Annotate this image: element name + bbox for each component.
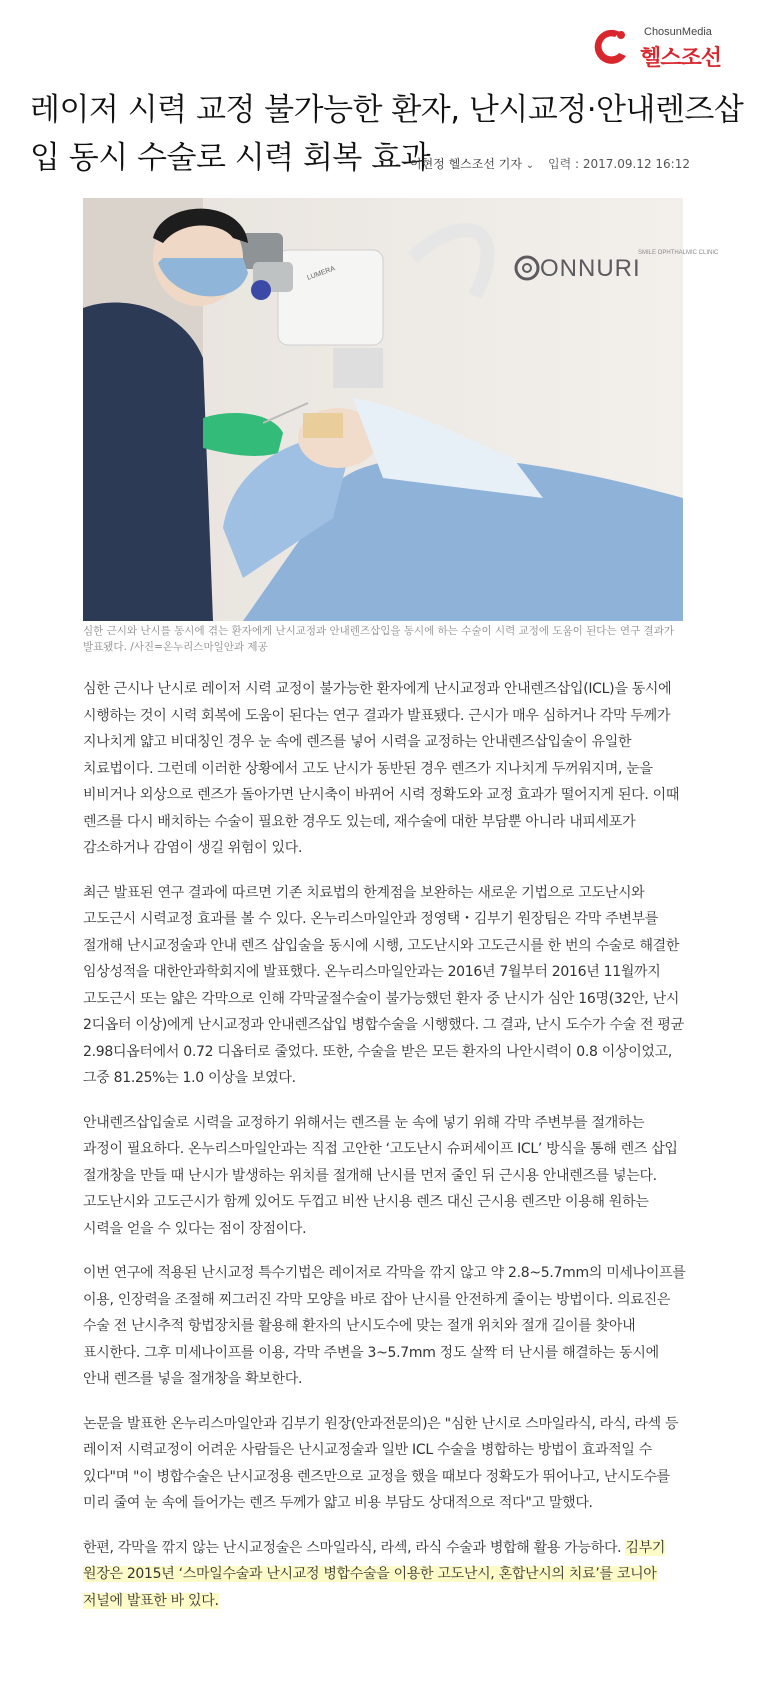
clinic-sign-subtext: SMILE OPHTHALMIC CLINIC (638, 250, 719, 256)
paragraph-2: 최근 발표된 연구 결과에 따르면 기존 치료법의 한계점을 보완하는 새로운 기법으로 고도난시와 고도근시 시력교정 효과를 볼 수 있다. 온누리스마일안과 정영택・김부기 원장팀은 각막 주변부를 절개해 난시교정술과 안내 렌즈 삽입술을 동시에 시행, 고도난시와 고도근시를 한 번의 수술로 해결한 임상성적을 대한안과학회지에 발표했다. 온누리스마일안과는 2016년 7월부터 2016년 11월까지 고도근시 또는 얇은 각막으로 인해 각막굴절수술이 불가능했던 환자 중 난시가 심안 16명(32안, 난시 2디옵터 이상)에게 난시교정과 안내렌즈삽입 병합수술을 시행했다. 그 결과, 난시 도수가 수술 전 평균 2.98디옵터에서 0.72 디옵터로 줄었다. 또한, 수술을 받은 모든 환자의 나안시력이 0.8 이상이었고, 그중 81.25%는 1.0 이상을 보였다. (83, 884, 684, 1086)
microscope-label: LUMERA (306, 265, 337, 282)
chosun-logo-icon (590, 26, 632, 68)
logo-title: 헬스조선 (640, 46, 722, 71)
chosun-media-logo[interactable] (590, 22, 740, 71)
paragraph-5: 논문을 발표한 온누리스마일안과 김부기 원장(안과전문의)은 "심한 난시로 스마일라식, 라식, 라섹 등 레이저 시력교정이 어려운 사람들은 난시교정술과 일반 ICL 수술을 병합하는 방법이 효과적일 수 있다"며 "이 병합수술은 난시교정용 렌즈만으로 교정을 했을 때보다 정확도가 뛰어나고, 난시도수를 미리 줄여 눈 속에 들어가는 렌즈 두께가 얇고 비용 부담도 상대적으로 적다"고 말했다. (83, 1415, 679, 1511)
article-photo (83, 198, 719, 621)
article-headline: 레이저 시력 교정 불가능한 환자, 난시교정·안내렌즈삽입 동시 수술로 시력 회복 효과 (30, 92, 744, 176)
clinic-sign-text: ONNURI (540, 255, 641, 282)
photo-caption: 심한 근시와 난시를 동시에 겪는 환자에게 난시교정과 안내렌즈삽입을 동시에 하는 수술이 시력 교정에 도움이 된다는 연구 결과가 발표됐다. /사진=온누리스마일안과 제공 (83, 625, 674, 653)
chevron-down-icon[interactable]: ⌄ (525, 160, 535, 171)
published-date: 입력 : 2017.09.12 16:12 (548, 157, 690, 171)
article-body (83, 676, 686, 1632)
paragraph-3: 안내렌즈삽입술로 시력을 교정하기 위해서는 렌즈를 눈 속에 넣기 위해 각막 주변부를 절개하는 과정이 필요하다. 온누리스마일안과는 직접 고안한 ‘고도난시 슈퍼세이프 ICL’ 방식을 통해 렌즈 삽입 절개창을 만들 때 난시가 발생하는 위치를 절개해 난시를 먼저 줄인 뒤 근시용 안내렌즈를 넣는다. 고도난시와 고도근시가 함께 있어도 두껍고 비싼 난시용 렌즈 대신 근시용 렌즈만 이용해 원하는 시력을 얻을 수 있다는 점이 장점이다. (83, 1114, 678, 1237)
logo-subtitle: ChosunMedia (644, 26, 712, 38)
paragraph-6 (83, 1535, 686, 1615)
paragraph-6-text: 한편, 각막을 깎지 않는 난시교정술은 스마일라식, 라섹, 라식 수술과 병합해 활용 가능하다. (83, 1539, 626, 1556)
highlighted-sentence: 김부기 원장은 2015년 ‘스마일수술과 난시교정 병합수술을 이용한 고도난시, 혼합난시의 치료’를 코니아 저널에 발표한 바 있다. (83, 1539, 666, 1609)
paragraph-4: 이번 연구에 적용된 난시교정 특수기법은 레이저로 각막을 깎지 않고 약 2.8~5.7mm의 미세나이프를 이용, 인장력을 조절해 찌그러진 각막 모양을 바로 잡아 난시를 안전하게 줄이는 방법이다. 의료진은 수술 전 난시추적 항법장치를 활용해 환자의 난시도수에 맞는 절개 위치와 절개 길이를 찾아내 표시한다. 그후 미세나이프를 이용, 각막 주변을 3~5.7mm 정도 살짝 터 난시를 해결하는 동시에 안내 렌즈를 넣을 절개창을 확보한다. (83, 1265, 686, 1387)
paragraph-1: 심한 근시나 난시로 레이저 시력 교정이 불가능한 환자에게 난시교정과 안내렌즈삽입(ICL)을 동시에 시행하는 것이 시력 회복에 도움이 된다는 연구 결과가 발표됐다. 근시가 매우 심하거나 각막 두께가 지나치게 얇고 비대칭인 경우 눈 속에 렌즈를 넣어 시력을 교정하는 안내렌즈삽입술이 유일한 치료법이다. 그런데 이러한 상황에서 고도 난시가 동반된 경우 렌즈가 지나치게 두꺼워지며, 눈을 비비거나 외상으로 렌즈가 돌아가면 난시축이 바뀌어 시력 정확도와 교정 효과가 떨어지게 된다. 이때 렌즈를 다시 배치하는 수술이 필요한 경우도 있는데, 재수술에 대한 부담뿐 아니라 내피세포가 감소하거나 감염이 생길 위험이 있다. (83, 681, 680, 856)
byline (410, 155, 690, 172)
reporter-name[interactable]: 이현정 헬스조선 기자 (410, 157, 522, 171)
surgery-illustration (83, 198, 719, 621)
